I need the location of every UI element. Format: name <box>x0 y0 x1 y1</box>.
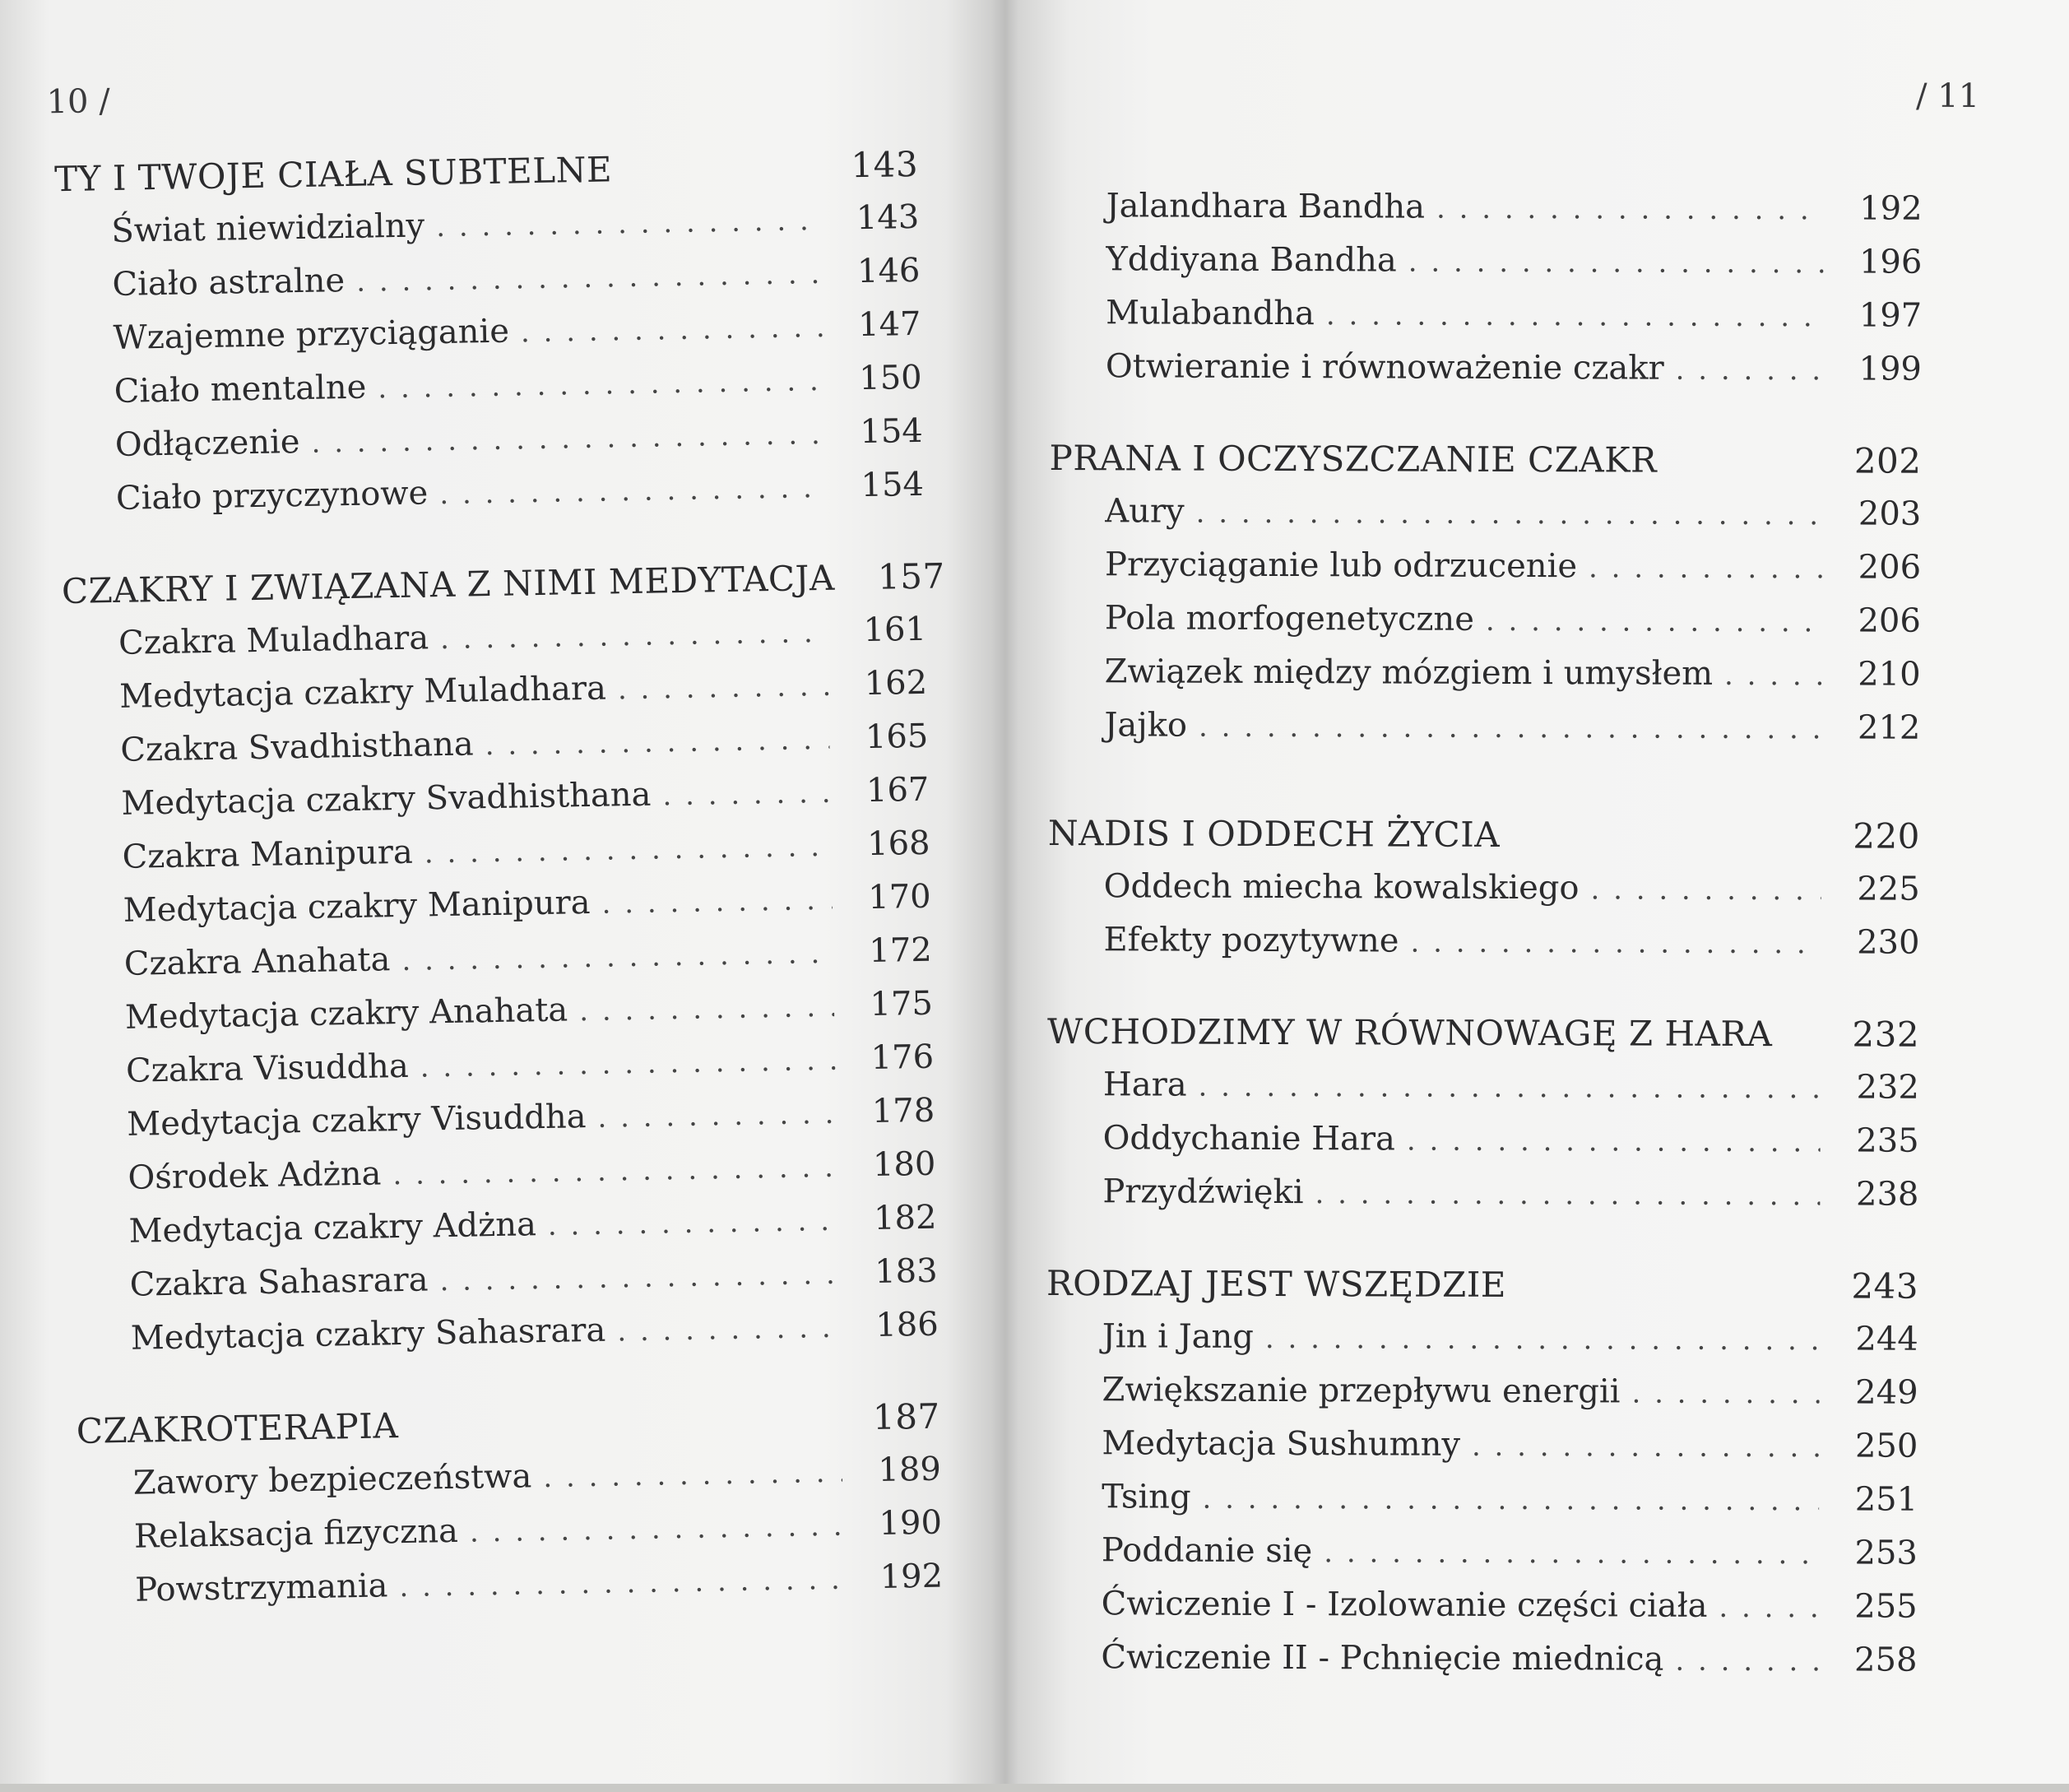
entry-label: Medytacja czakry Svadhisthana <box>121 775 652 823</box>
entry-label: Czakra Visuddha <box>125 1047 410 1090</box>
entry-label: Związek między mózgiem i umysłem <box>1104 652 1714 693</box>
chapter-title: TY I TWOJE CIAŁA SUBTELNE <box>53 149 613 200</box>
toc-entry <box>1050 286 1922 343</box>
entry-page: 253 <box>1854 1534 1918 1572</box>
entry-page: 167 <box>865 770 930 810</box>
entry-label: Relaksacja fizyczna <box>133 1511 459 1556</box>
entry-label: Przyciąganie lub odrzucenie <box>1105 545 1578 586</box>
entry-page: 212 <box>1857 708 1921 747</box>
entry-label: Czakra Manipura <box>122 833 414 876</box>
entry-page: 147 <box>857 304 921 345</box>
toc-entry <box>1048 860 1920 917</box>
entry-label: Jalandhara Bandha <box>1106 187 1426 226</box>
entry-page: 192 <box>1859 189 1923 228</box>
toc-left <box>54 137 944 1618</box>
entry-label: Wzajemne przyciąganie <box>113 312 510 357</box>
entry-page: 162 <box>864 663 928 703</box>
toc-entry <box>1046 1310 1918 1367</box>
entry-label: Yddiyana Bandha <box>1106 240 1397 280</box>
toc-chapter <box>1046 1256 1918 1313</box>
toc-section <box>1046 1005 1919 1222</box>
entry-page: 250 <box>1854 1427 1918 1465</box>
entry-page: 154 <box>860 411 924 452</box>
entry-label: Aury <box>1105 492 1185 531</box>
chapter-page: 220 <box>1853 815 1921 857</box>
toc-chapter <box>1047 1005 1919 1061</box>
toc-entry <box>1047 1058 1919 1115</box>
entry-page: 230 <box>1857 923 1920 962</box>
entry-page: 176 <box>870 1038 935 1078</box>
toc-entry <box>1045 1631 1917 1688</box>
entry-page: 175 <box>870 984 934 1024</box>
entry-label: Mulabandha <box>1106 294 1315 333</box>
entry-label: Oddech miecha kowalskiego <box>1103 867 1580 908</box>
entry-label: Jajko <box>1104 706 1188 745</box>
entry-label: Odłączenie <box>114 423 300 464</box>
entry-label: Zawory bezpieczeństwa <box>132 1457 532 1502</box>
entry-label: Ciało przyczynowe <box>115 474 429 518</box>
entry-page: 197 <box>1858 296 1923 335</box>
toc-entry <box>1049 485 1921 541</box>
chapter-title: PRANA I OCZYSZCZANIE CZAKR <box>1049 438 1658 480</box>
entry-label: Tsing <box>1102 1478 1191 1516</box>
entry-page: 170 <box>867 877 932 917</box>
entry-label: Przydźwięki <box>1102 1172 1304 1212</box>
entry-page: 203 <box>1858 494 1922 533</box>
entry-page: 255 <box>1854 1587 1918 1626</box>
left-page <box>0 0 1016 1792</box>
entry-page: 206 <box>1858 601 1921 640</box>
entry-label: Czakra Sahasrara <box>129 1260 429 1304</box>
entry-label: Czakra Muladhara <box>118 619 429 662</box>
entry-label: Ciało mentalne <box>114 368 367 411</box>
toc-right <box>1045 179 1922 1688</box>
entry-page: 225 <box>1857 870 1920 908</box>
chapter-page: 143 <box>851 143 919 186</box>
entry-page: 180 <box>872 1144 936 1185</box>
toc-section <box>1048 431 1921 755</box>
toc-section <box>54 137 925 527</box>
entry-page: 249 <box>1855 1373 1918 1412</box>
entry-label: Otwieranie i równoważenie czakr <box>1105 347 1664 388</box>
chapter-page: 157 <box>877 555 946 597</box>
toc-entry <box>1047 913 1919 970</box>
entry-label: Medytacja czakry Visuddha <box>126 1098 587 1144</box>
entry-label: Medytacja czakry Anahata <box>124 991 568 1037</box>
entry-label: Czakra Anahata <box>123 940 391 983</box>
entry-label: Poddanie się <box>1101 1531 1313 1571</box>
entry-label: Czakra Svadhisthana <box>119 725 475 769</box>
toc-entry <box>1049 645 1921 702</box>
entry-page: 244 <box>1855 1320 1918 1358</box>
toc-entry <box>1046 1577 1918 1634</box>
toc-entry <box>1046 1470 1918 1527</box>
entry-page: 206 <box>1858 548 1922 587</box>
toc-entry <box>1046 1165 1918 1222</box>
entry-label: Medytacja Sushumny <box>1102 1424 1461 1464</box>
entry-label: Hara <box>1102 1065 1187 1104</box>
right-page <box>1015 0 2069 1785</box>
entry-label: Jin i Jang <box>1102 1317 1254 1356</box>
chapter-page: 243 <box>1851 1265 1919 1307</box>
entry-page: 189 <box>878 1450 942 1489</box>
toc-section-continued <box>1050 179 1923 397</box>
entry-page: 251 <box>1854 1480 1918 1519</box>
toc-entry <box>1050 340 1922 397</box>
entry-page: 192 <box>879 1557 944 1596</box>
toc-entry <box>1050 233 1922 290</box>
chapter-page: 187 <box>872 1395 941 1438</box>
chapter-title: WCHODZIMY W RÓWNOWAGĘ Z HARA <box>1047 1011 1773 1055</box>
entry-page: 186 <box>874 1305 939 1344</box>
entry-page: 165 <box>865 717 929 757</box>
entry-page: 232 <box>1856 1068 1919 1107</box>
entry-label: Ciało astralne <box>112 262 346 304</box>
entry-label: Medytacja czakry Adżna <box>128 1205 537 1251</box>
toc-section <box>61 550 946 1367</box>
entry-page: 154 <box>861 465 925 505</box>
entry-page: 168 <box>866 824 930 864</box>
toc-entry <box>1049 538 1921 595</box>
entry-page: 182 <box>873 1198 937 1238</box>
entry-label: Ćwiczenie II - Pchnięcie miednicą <box>1101 1638 1664 1678</box>
entry-label: Ćwiczenie I - Izolowanie części ciała <box>1101 1585 1708 1625</box>
entry-label: Zwiększanie przepływu energii <box>1102 1371 1621 1411</box>
entry-label: Pola morfogenetyczne <box>1104 599 1474 638</box>
chapter-title: CZAKRY I ZWIĄZANA Z NIMI MEDYTACJA <box>61 557 836 612</box>
toc-entry <box>1049 592 1921 648</box>
entry-label: Powstrzymania <box>134 1567 388 1609</box>
entry-page: 190 <box>879 1503 943 1543</box>
toc-section <box>76 1390 943 1618</box>
entry-label: Medytacja czakry Muladhara <box>118 669 607 716</box>
page-number-right: / 11 <box>1915 77 1980 115</box>
entry-page: 161 <box>863 610 927 650</box>
entry-page: 146 <box>856 251 921 291</box>
entry-label: Ośrodek Adżna <box>128 1154 382 1197</box>
entry-page: 210 <box>1858 655 1921 694</box>
chapter-title: RODZAJ JEST WSZĘDZIE <box>1046 1263 1507 1305</box>
entry-page: 258 <box>1854 1641 1918 1679</box>
entry-page: 183 <box>874 1251 938 1291</box>
entry-page: 178 <box>871 1091 935 1131</box>
entry-label: Oddychanie Hara <box>1102 1119 1396 1158</box>
entry-page: 172 <box>869 931 933 971</box>
entry-label: Medytacja czakry Manipura <box>123 883 591 930</box>
entry-page: 150 <box>858 358 923 398</box>
toc-chapter <box>1048 806 1920 863</box>
entry-page: 238 <box>1855 1175 1919 1214</box>
toc-chapter <box>1049 431 1921 488</box>
toc-entry <box>1047 1112 1919 1168</box>
chapter-page: 232 <box>1852 1014 1920 1055</box>
entry-page: 196 <box>1858 243 1923 281</box>
toc-entry <box>1046 1524 1918 1581</box>
toc-section <box>1047 806 1920 970</box>
entry-page: 143 <box>856 197 920 238</box>
chapter-page: 202 <box>1853 440 1922 481</box>
entry-label: Medytacja czakry Sahasrara <box>130 1311 606 1358</box>
entry-page: 199 <box>1858 350 1923 388</box>
entry-label: Świat niewidzialny <box>110 207 425 250</box>
entry-page: 235 <box>1856 1121 1919 1160</box>
chapter-title: CZAKROTERAPIA <box>76 1405 399 1451</box>
entry-label: Efekty pozytywne <box>1103 921 1399 960</box>
toc-entry <box>1046 1363 1918 1420</box>
page-number-left: 10 / <box>46 82 111 122</box>
toc-entry <box>1048 699 1920 755</box>
chapter-title: NADIS I ODDECH ŻYCIA <box>1047 813 1501 855</box>
toc-entry <box>1046 1417 1918 1474</box>
toc-entry <box>1050 179 1922 236</box>
toc-section <box>1045 1256 1918 1688</box>
